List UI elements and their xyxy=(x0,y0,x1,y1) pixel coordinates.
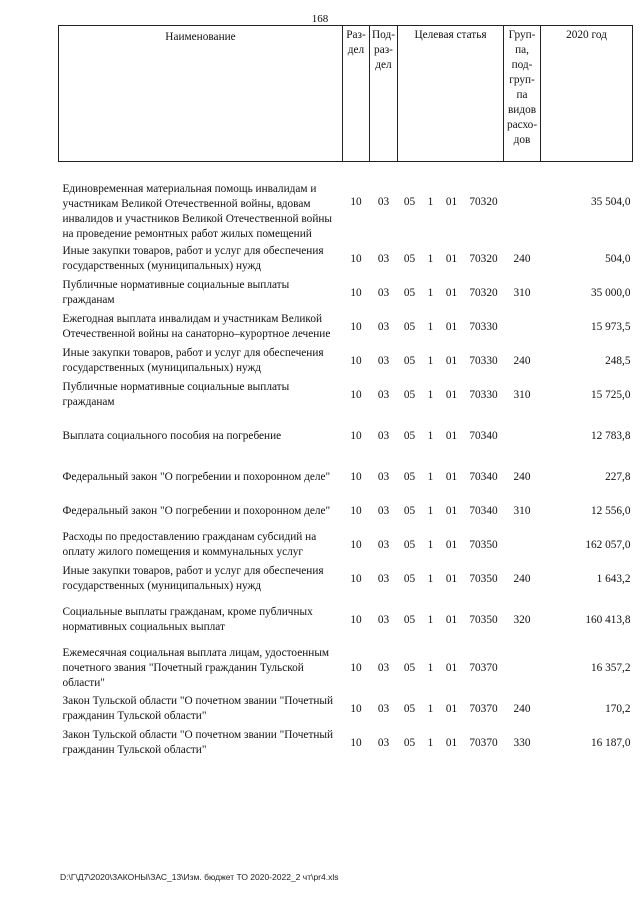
row-target-subprogram: 1 xyxy=(427,661,434,674)
file-path-footer: D:\Г\Д7\2020\ЗАКОНЫ\ЗАС_13\Изм. бюджет ТО 2020-2022_2 чт\pr4.xls xyxy=(60,872,339,882)
row-target-event: 01 xyxy=(445,470,458,483)
row-target-direction: 70350 xyxy=(469,613,498,626)
row-section: 10 xyxy=(350,429,362,442)
row-subsection: 03 xyxy=(377,195,390,208)
row-section: 10 xyxy=(350,613,362,626)
row-target-direction: 70330 xyxy=(469,320,498,333)
row-target-event: 01 xyxy=(445,286,458,299)
header-group-line: видов xyxy=(507,104,537,116)
table-row xyxy=(59,494,633,528)
row-subsection: 03 xyxy=(377,538,390,551)
header-subsection-line: Под- xyxy=(372,29,395,41)
row-target-event: 01 xyxy=(445,320,458,333)
row-section: 10 xyxy=(350,320,362,333)
row-target-subprogram: 1 xyxy=(427,572,434,585)
row-name: Единовременная материальная помощь инвалидам и участникам Великой Отечественной войны, вдовам инвалидов и участников Великой Отечественной войны на проведение ремонтных работ жилых помещений xyxy=(62,183,333,240)
header-section-line: Раз- xyxy=(346,29,366,41)
row-name: Ежегодная выплата инвалидам и участникам Великой Отечественной войны на санаторно–курортное лечение xyxy=(62,313,331,340)
row-target-event: 01 xyxy=(445,504,458,517)
row-target-subprogram: 1 xyxy=(427,736,434,749)
table-row xyxy=(59,162,633,243)
row-target-program: 05 xyxy=(403,195,416,208)
row-target-program: 05 xyxy=(403,252,416,265)
table-row xyxy=(59,562,633,596)
row-section: 10 xyxy=(350,504,362,517)
row-subsection: 03 xyxy=(377,320,390,333)
row-expense-group: 240 xyxy=(513,252,531,265)
header-group-line: па, xyxy=(515,44,529,56)
row-target-subprogram: 1 xyxy=(427,286,434,299)
row-target-direction: 70370 xyxy=(469,736,498,749)
row-name: Социальные выплаты гражданам, кроме публичных нормативных социальных выплат xyxy=(62,606,313,633)
header-group-line: Груп- xyxy=(508,29,536,41)
row-target-direction: 70350 xyxy=(469,538,498,551)
row-target-program: 05 xyxy=(403,572,416,585)
row-target-program: 05 xyxy=(403,320,416,333)
row-expense-group xyxy=(504,162,541,243)
row-name: Публичные нормативные социальные выплаты гражданам xyxy=(62,381,290,408)
row-name: Публичные нормативные социальные выплаты гражданам xyxy=(62,279,290,306)
header-name: Наименование xyxy=(59,26,343,162)
row-subsection: 03 xyxy=(377,702,390,715)
header-group xyxy=(504,26,541,162)
row-expense-group xyxy=(504,310,541,344)
row-amount: 248,5 xyxy=(605,354,631,367)
row-section: 10 xyxy=(350,195,362,208)
row-section: 10 xyxy=(350,661,362,674)
table-row xyxy=(59,412,633,460)
row-target-event: 01 xyxy=(445,354,458,367)
header-group-line: под- xyxy=(511,59,533,71)
row-subsection: 03 xyxy=(377,613,390,626)
row-name: Иные закупки товаров, работ и услуг для обеспечения государственных (муниципальных) нужд xyxy=(62,565,324,592)
row-expense-group: 310 xyxy=(513,504,531,517)
row-expense-group: 320 xyxy=(513,613,531,626)
header-subsection-line: раз- xyxy=(374,44,393,56)
row-amount: 227,8 xyxy=(605,470,631,483)
header-subsection xyxy=(370,26,398,162)
row-target-direction: 70370 xyxy=(469,702,498,715)
header-group-line: па xyxy=(516,89,528,101)
row-name: Выплата социального пособия на погребение xyxy=(62,429,282,442)
header-group-line: груп- xyxy=(509,74,535,86)
table-row xyxy=(59,344,633,378)
row-section: 10 xyxy=(350,388,362,401)
row-target-subprogram: 1 xyxy=(427,354,434,367)
row-name: Федеральный закон "О погребении и похоронном деле" xyxy=(62,470,331,483)
row-section: 10 xyxy=(350,470,362,483)
row-subsection: 03 xyxy=(377,504,390,517)
row-target-direction: 70370 xyxy=(469,661,498,674)
row-target-subprogram: 1 xyxy=(427,538,434,551)
row-name: Федеральный закон "О погребении и похоронном деле" xyxy=(62,504,331,517)
table-row xyxy=(59,644,633,692)
header-subsection-line: дел xyxy=(375,59,392,71)
row-target-event: 01 xyxy=(445,538,458,551)
row-target-direction: 70340 xyxy=(469,504,498,517)
row-amount: 504,0 xyxy=(605,252,631,265)
header-section-line: дел xyxy=(347,44,365,56)
row-target-direction: 70350 xyxy=(469,572,498,585)
row-amount: 160 413,8 xyxy=(585,613,631,626)
row-target-direction: 70320 xyxy=(469,286,498,299)
row-amount: 162 057,0 xyxy=(585,538,631,551)
row-target-event: 01 xyxy=(445,195,458,208)
row-target-subprogram: 1 xyxy=(427,613,434,626)
table-row xyxy=(59,310,633,344)
row-section: 10 xyxy=(350,736,362,749)
row-subsection: 03 xyxy=(377,388,390,401)
row-expense-group xyxy=(504,644,541,692)
row-target-direction: 70340 xyxy=(469,470,498,483)
row-section: 10 xyxy=(350,286,362,299)
row-target-program: 05 xyxy=(403,388,416,401)
table-row xyxy=(59,726,633,760)
row-target-program: 05 xyxy=(403,736,416,749)
row-target-event: 01 xyxy=(445,702,458,715)
row-subsection: 03 xyxy=(377,470,390,483)
row-target-subprogram: 1 xyxy=(427,702,434,715)
table-row xyxy=(59,692,633,726)
table-row xyxy=(59,378,633,412)
row-target-event: 01 xyxy=(445,661,458,674)
row-amount: 35 000,0 xyxy=(590,286,631,299)
row-section: 10 xyxy=(350,252,362,265)
row-target-event: 01 xyxy=(445,572,458,585)
header-group-line: расхо- xyxy=(506,119,538,131)
row-expense-group: 310 xyxy=(513,286,531,299)
row-target-subprogram: 1 xyxy=(427,388,434,401)
table-row xyxy=(59,460,633,494)
header-section xyxy=(343,26,370,162)
row-section: 10 xyxy=(350,538,362,551)
budget-table xyxy=(58,25,633,760)
header-year: 2020 год xyxy=(541,26,633,162)
row-target-program: 05 xyxy=(403,354,416,367)
row-target-event: 01 xyxy=(445,388,458,401)
row-name: Закон Тульской области "О почетном звании "Почетный гражданин Тульской области" xyxy=(62,695,334,722)
row-amount: 16 187,0 xyxy=(590,736,631,749)
row-target-direction: 70330 xyxy=(469,354,498,367)
row-expense-group: 240 xyxy=(513,354,531,367)
row-target-program: 05 xyxy=(403,613,416,626)
row-target-subprogram: 1 xyxy=(427,470,434,483)
row-subsection: 03 xyxy=(377,736,390,749)
row-target-direction: 70340 xyxy=(469,429,498,442)
row-expense-group xyxy=(504,412,541,460)
row-section: 10 xyxy=(350,702,362,715)
row-expense-group: 240 xyxy=(513,572,531,585)
row-amount: 15 725,0 xyxy=(590,388,631,401)
row-amount: 16 357,2 xyxy=(590,661,631,674)
row-target-event: 01 xyxy=(445,429,458,442)
header-target: Целевая статья xyxy=(398,26,504,162)
row-amount: 35 504,0 xyxy=(590,195,631,208)
row-target-program: 05 xyxy=(403,286,416,299)
row-amount: 12 783,8 xyxy=(590,429,631,442)
row-target-program: 05 xyxy=(403,702,416,715)
row-subsection: 03 xyxy=(377,572,390,585)
row-expense-group: 310 xyxy=(513,388,531,401)
row-target-program: 05 xyxy=(403,429,416,442)
row-target-program: 05 xyxy=(403,538,416,551)
row-expense-group xyxy=(504,528,541,562)
table-row xyxy=(59,528,633,562)
row-expense-group: 330 xyxy=(513,736,531,749)
row-target-subprogram: 1 xyxy=(427,429,434,442)
row-amount: 12 556,0 xyxy=(590,504,631,517)
row-target-program: 05 xyxy=(403,470,416,483)
row-subsection: 03 xyxy=(377,286,390,299)
row-subsection: 03 xyxy=(377,429,390,442)
row-target-program: 05 xyxy=(403,504,416,517)
row-target-subprogram: 1 xyxy=(427,195,434,208)
row-name: Ежемесячная социальная выплата лицам, удостоенным почетного звания "Почетный гражданин Тульской области" xyxy=(62,646,330,689)
row-target-event: 01 xyxy=(445,736,458,749)
row-target-direction: 70330 xyxy=(469,388,498,401)
row-name: Иные закупки товаров, работ и услуг для обеспечения государственных (муниципальных) нужд xyxy=(62,245,324,272)
row-amount: 170,2 xyxy=(605,702,631,715)
row-subsection: 03 xyxy=(377,354,390,367)
table-row xyxy=(59,242,633,276)
row-amount: 15 973,5 xyxy=(590,320,631,333)
row-name: Иные закупки товаров, работ и услуг для обеспечения государственных (муниципальных) нужд xyxy=(62,347,324,374)
row-section: 10 xyxy=(350,354,362,367)
page-number: 168 xyxy=(311,13,329,25)
header-group-line: дов xyxy=(513,134,531,146)
row-section: 10 xyxy=(350,572,362,585)
row-target-program: 05 xyxy=(403,661,416,674)
row-subsection: 03 xyxy=(377,661,390,674)
row-expense-group: 240 xyxy=(513,702,531,715)
row-target-event: 01 xyxy=(445,613,458,626)
row-target-subprogram: 1 xyxy=(427,504,434,517)
row-target-event: 01 xyxy=(445,252,458,265)
row-expense-group: 240 xyxy=(513,470,531,483)
row-target-subprogram: 1 xyxy=(427,252,434,265)
row-target-direction: 70320 xyxy=(469,252,498,265)
table-row xyxy=(59,276,633,310)
row-name: Расходы по предоставлению гражданам субсидий на оплату жилого помещения и коммунальных услуг xyxy=(62,531,317,558)
row-name: Закон Тульской области "О почетном звании "Почетный гражданин Тульской области" xyxy=(62,729,334,756)
table-row xyxy=(59,596,633,644)
row-target-subprogram: 1 xyxy=(427,320,434,333)
row-target-direction: 70320 xyxy=(469,195,498,208)
row-subsection: 03 xyxy=(377,252,390,265)
row-amount: 1 643,2 xyxy=(596,572,631,585)
